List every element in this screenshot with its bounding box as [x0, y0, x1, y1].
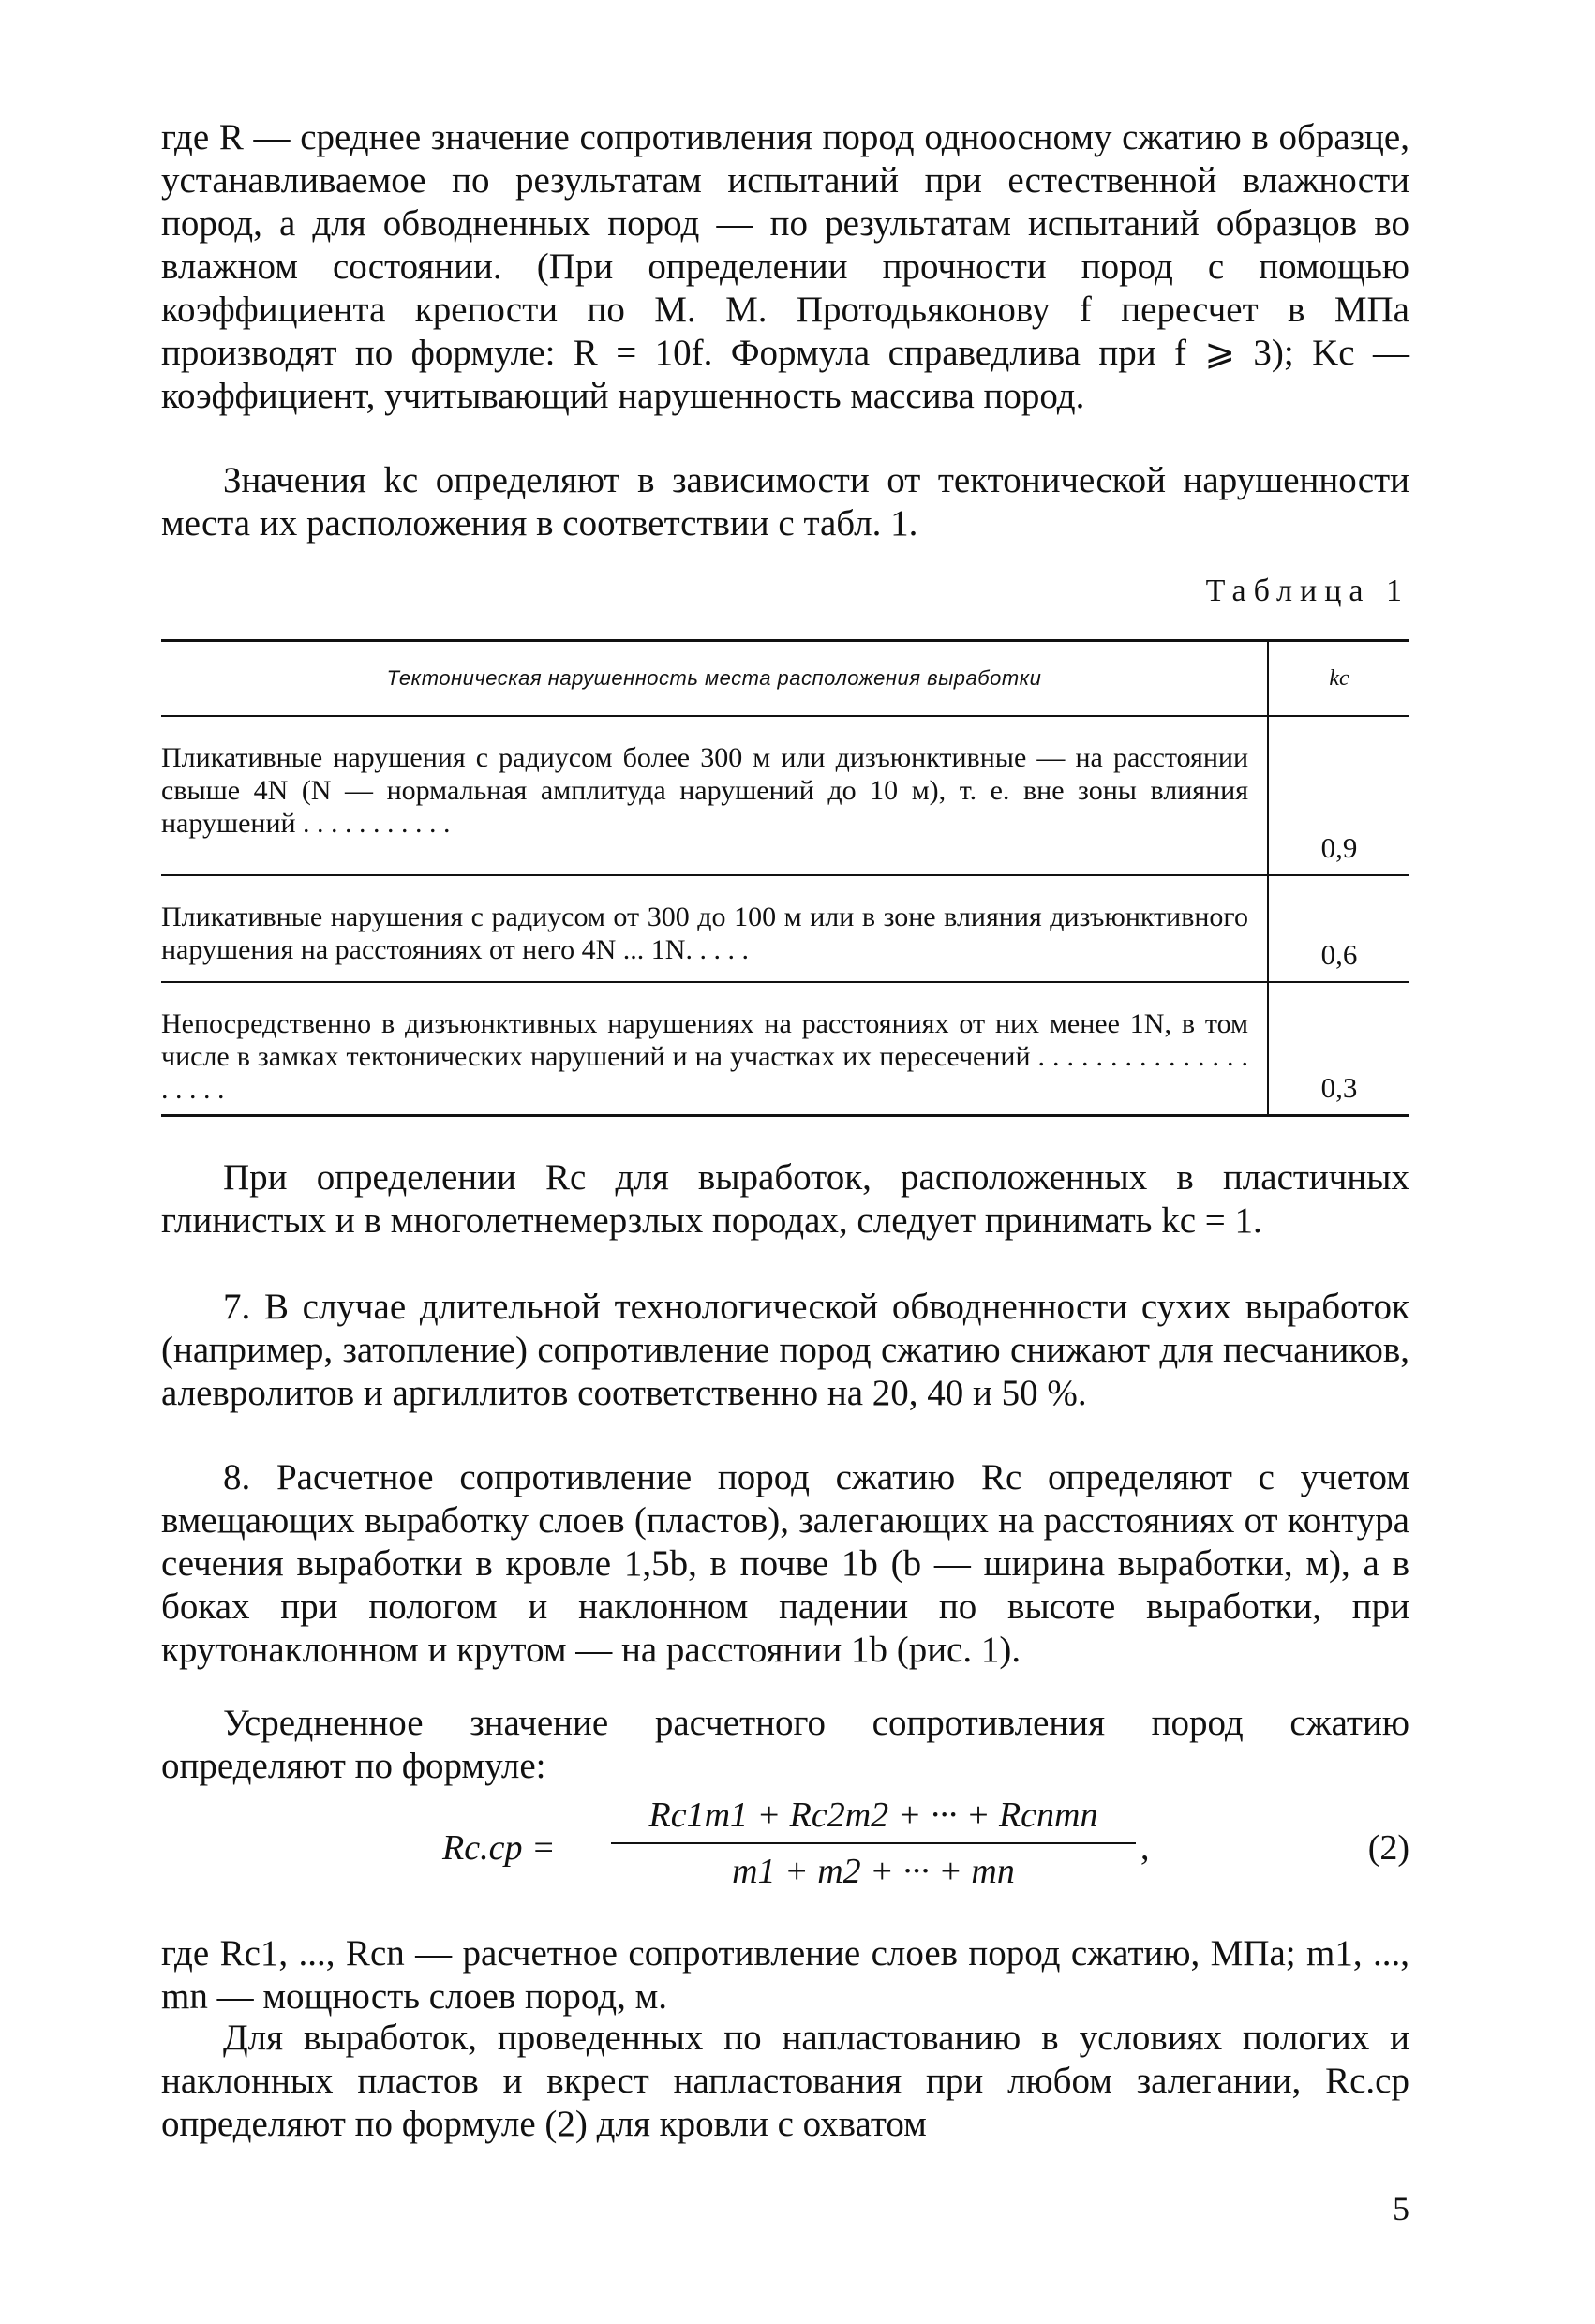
table-cell-kc: 0,3: [1267, 983, 1409, 1114]
paragraph-where: [161, 1932, 1409, 2019]
table-cell-desc: Пликативные нарушения с радиусом от 300 до 100 м или в зоне влияния дизъюнктивного нарушения на расстояниях от него 4N ... 1N. . . . .: [161, 901, 1248, 965]
table-header-col1: Тектоническая нарушенность места расположения выработки: [386, 666, 1042, 690]
paragraph-6: Усредненное значение расчетного сопротивления пород сжатию определяют по формуле:: [161, 1703, 1409, 1786]
paragraph-3: При определении Rc для выработок, расположенных в пластичных глинистых и в многолетнемерзлых породах, следует принимать kc = 1.: [161, 1157, 1409, 1241]
table-header: [161, 642, 1409, 717]
paragraph-5: 8. Расчетное сопротивление пород сжатию Rc определяют с учетом вмещающих выработку слоев (пластов), залегающих на расстояниях от контура сечения выработки в кровле 1,5b, в почве 1b (b — ширина выработки, м), а в боках при пологом и наклонном падении по высоте выработки, при крутонаклонном и крутом — на расстоянии 1b (рис. 1).: [161, 1457, 1409, 1670]
paragraph-definitions: [161, 116, 1409, 418]
formula-denominator: m1 + m2 + ··· + mn: [732, 1852, 1015, 1891]
formula-lhs: Rc.ср =: [442, 1828, 556, 1868]
table-row: [161, 717, 1409, 876]
page-number: 5: [1393, 2190, 1409, 2227]
table-row: [161, 983, 1409, 1114]
paragraph-formula-intro: [161, 1702, 1409, 1788]
paragraph-item-8: [161, 1456, 1409, 1672]
table-cell-desc: Пликативные нарушения с радиусом более 300 м или дизъюнктивные — на расстоянии свыше 4N (N — нормальная амплитуда нарушений до 10 м), т. е. вне зоны влияния нарушений . . . . . . . . . . .: [161, 742, 1248, 839]
paragraph-8: Для выработок, проведенных по напластованию в условиях пологих и наклонных пластов и вкрест напластования при любом залегании, Rc.ср определяют по формуле (2) для кровли с охватом: [161, 2018, 1409, 2144]
formula-2: [161, 1792, 1409, 1914]
paragraph-item-7: [161, 1286, 1409, 1415]
formula-number: (2): [1367, 1828, 1409, 1868]
table-row: [161, 876, 1409, 983]
fraction-bar: [611, 1842, 1136, 1844]
table-caption: Таблица 1: [1205, 574, 1409, 608]
table-header-col2: kc: [1267, 642, 1409, 715]
table-cell-desc: Непосредственно в дизъюнктивных нарушениях на расстояниях от них менее 1N, в том числе в замках тектонических нарушений и на участках их пересечений . . . . . . . . . . . . . . . . . . . .: [161, 1008, 1248, 1105]
paragraph-last: [161, 2017, 1409, 2146]
paragraph-7: где Rc1, ..., Rcn — расчетное сопротивление слоев пород сжатию, МПа; m1, ..., mn — мощность слоев пород, м.: [161, 1933, 1409, 2017]
formula-fraction: [611, 1792, 1136, 1895]
paragraph-4: 7. В случае длительной технологической обводненности сухих выработок (например, затопление) сопротивление пород сжатию снижают для песчаников, алевролитов и аргиллитов соответственно на 20, 40 и 50 %.: [161, 1287, 1409, 1413]
table-cell-kc: 0,6: [1267, 876, 1409, 981]
kc-table: [161, 639, 1409, 1117]
paragraph-1: где R — среднее значение сопротивления пород одноосному сжатию в образце, устанавливаемое по результатам испытаний при естественной влажности пород, а для обводненных пород — по результатам испытаний образцов во влажном состоянии. (При определении прочности пород с помощью коэффициента крепости по М. М. Протодьяконову f пересчет в МПа производят по формуле: R = 10f. Формула справедлива при f ⩾ 3); Kc — коэффициент, учитывающий нарушенность массива пород.: [161, 117, 1409, 416]
table-cell-kc: 0,9: [1267, 717, 1409, 874]
formula-numerator: Rc1m1 + Rc2m2 + ··· + Rcnmn: [648, 1795, 1098, 1835]
paragraph-kc-intro: [161, 459, 1409, 545]
paragraph-plastic: [161, 1156, 1409, 1243]
paragraph-2: Значения kc определяют в зависимости от тектонической нарушенности места их расположения в соответствии с табл. 1.: [161, 460, 1409, 544]
formula-comma: ,: [1140, 1828, 1150, 1868]
